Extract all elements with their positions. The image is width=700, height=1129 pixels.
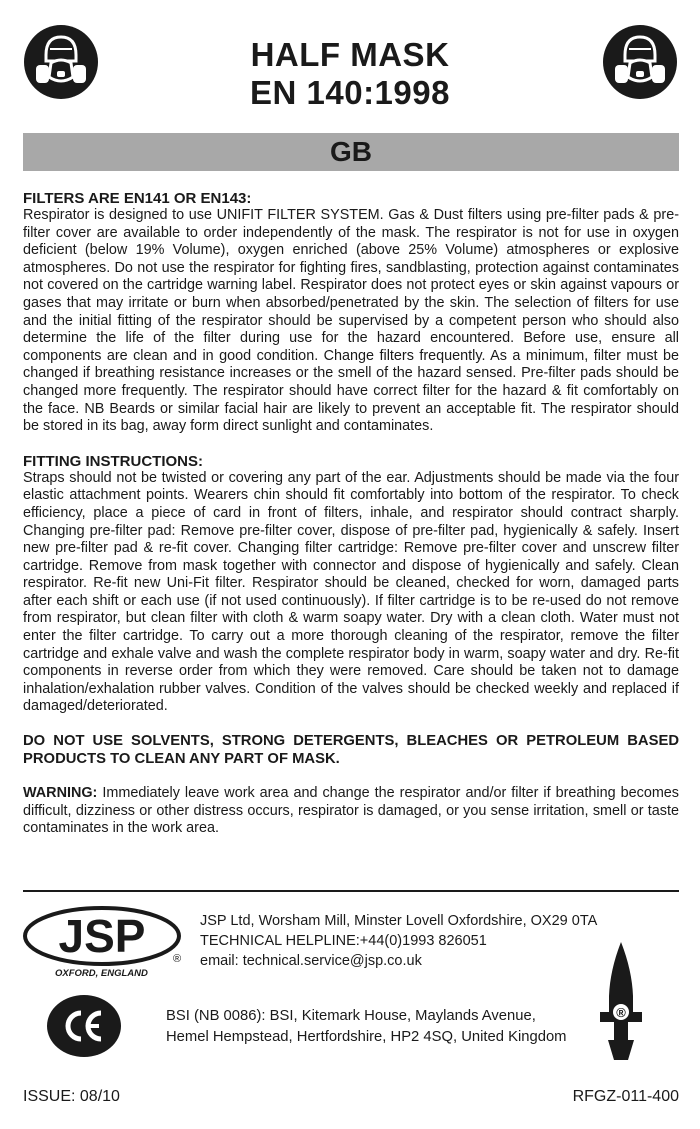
instructions-body xyxy=(23,190,679,838)
jsp-origin: OXFORD, ENGLAND xyxy=(55,968,148,979)
filters-text: Respirator is designed to use UNIFIT FILTER SYSTEM. Gas & Dust filters using pre-filter pads & pre-filter cover are available to order independently of the mask. The respirator is not for use in oxygen deficient (below 19% Volume), oxygen enriched (above 25% Volume) atmospheres or explosive atmospheres. Do not use the respirator for fighting fires, sandblasting, protection against contaminates not covered on the cartridge warning label. Respirator does not protect eyes or skin against vapours or gases that may irritate or burn when absorbed/penetrated by the skin. The selection of filters for use and the initial fitting of the respirator should be supervised by a competent person who should also determine the life of the filter during use for the hazard encountered. Before use, ensure all components are clean and in good condition. Change filters frequently. As a minimum, filter must be changed if breathing resistance increases or the smell of the hazard sensed. Pre-filter pads should be changed more frequently. The respirator should have correct filter for the hazard & fit comfortably on the face. NB Beards or similar facial hair are likely to prevent an acceptable fit. The respirator should be stored in its bag, away form direct sunlight and contaminates. xyxy=(23,207,679,435)
document-code: RFGZ-011-400 xyxy=(572,1088,679,1105)
half-mask-icon-left xyxy=(24,25,98,99)
divider xyxy=(23,890,679,892)
jsp-logo-text: JSP xyxy=(58,910,146,962)
jsp-email: email: technical.service@jsp.co.uk xyxy=(200,953,422,969)
title-line-1: HALF MASK xyxy=(250,36,450,73)
jsp-registered-mark: ® xyxy=(173,953,182,965)
ce-mark-icon xyxy=(45,994,123,1058)
fitting-heading: FITTING INSTRUCTIONS: xyxy=(23,452,203,470)
jsp-contact xyxy=(200,911,597,971)
jsp-helpline: TECHNICAL HELPLINE:+44(0)1993 826051 xyxy=(200,933,487,949)
bsi-line-2: Hemel Hempstead, Hertfordshire, HP2 4SQ, United Kingdom xyxy=(166,1029,567,1045)
warning-section xyxy=(23,785,679,838)
title-line-2: EN 140:1998 xyxy=(250,74,450,111)
bsi-address xyxy=(166,1006,567,1048)
jsp-logo-ellipse xyxy=(23,905,185,971)
language-bar: GB xyxy=(23,133,679,171)
filters-heading: FILTERS ARE EN141 OR EN143: xyxy=(23,190,252,207)
warning-text: Immediately leave work area and change the respirator and/or filter if breathing becomes difficult, dizziness or other distress occurs, respirator is damaged, or you sense irritation, smell or taste contaminates in the work area. xyxy=(23,785,680,837)
spear-registered-mark: ® xyxy=(616,1005,626,1020)
filters-section xyxy=(23,190,679,436)
issue-date: ISSUE: 08/10 xyxy=(23,1088,120,1105)
bsi-line-1: BSI (NB 0086): BSI, Kitemark House, Maylands Avenue, xyxy=(166,1008,536,1024)
page-title xyxy=(150,36,550,112)
spearhead-mark-icon xyxy=(596,940,646,1062)
fitting-section xyxy=(23,453,679,716)
jsp-logo xyxy=(23,905,185,985)
fitting-text: Straps should not be twisted or covering any part of the ear. Adjustments should be made via the four elastic attachment points. Wearers chin should fit comfortably into bottom of the respirator. To check efficiency, place a piece of card in front of filters, inhale, and respirator should contract sharply. Changing pre-filter pad: Remove pre-filter cover, dispose of pre-filter pad, hygienically & safely. Insert new pre-filter pad & re-fit cover. Changing filter cartridge: Remove pre-filter cover and unscrew filter cartridge. Remove from mask together with connector and dispose of hygienically and safely. Clean respirator. Re-fit new Uni-Fit filter. Respirator should be cleaned, checked for worn, damaged parts after each shift or each use (if not used continuously). If filter cartridge is to be re-used do not remove from respirator, but clean filter with cloth & warm soapy water. Dry with a clean cloth. Water must not enter the filter cartridge. To carry out a more thorough cleaning of the respirator, remove the filter cartridge and exhale valve and wash the complete respirator body in warm, soapy water and dry. Re-fit components in reverse order from which they were removed. Care should be taken not to damage inhalation/exhalation rubber valves. Condition of the valves should be checked weekly and replaced if damaged/deteriorated. xyxy=(23,469,679,715)
warning-label: WARNING: xyxy=(23,785,98,802)
jsp-address: JSP Ltd, Worsham Mill, Minster Lovell Oxfordshire, OX29 0TA xyxy=(200,913,598,929)
cleaning-caution: DO NOT USE SOLVENTS, STRONG DETERGENTS, BLEACHES OR PETROLEUM BASED PRODUCTS TO CLEAN ANY PART OF MASK. xyxy=(23,733,679,767)
half-mask-icon-right xyxy=(603,25,677,99)
